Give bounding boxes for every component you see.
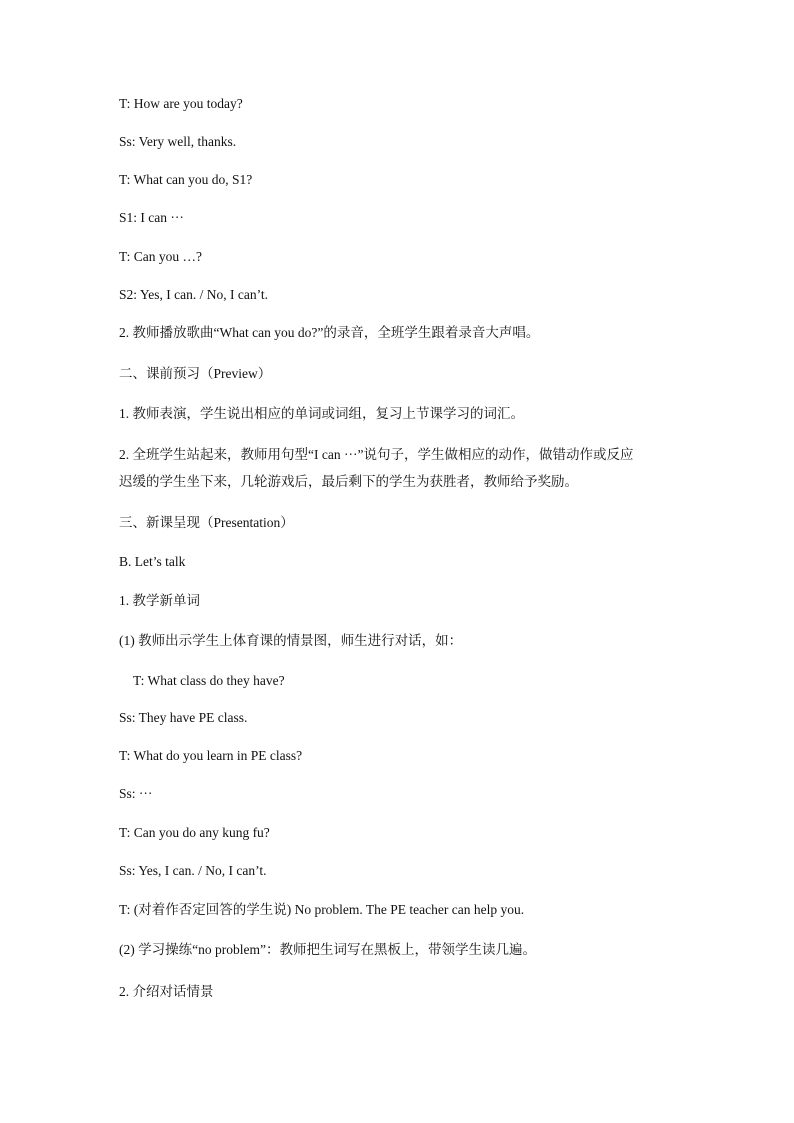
dialogue-line: T: What class do they have?: [133, 673, 285, 688]
subsection-heading: B. Let’s talk: [119, 554, 186, 569]
section-heading-preview: 二、课前预习（Preview）: [119, 366, 272, 381]
dialogue-line: S2: Yes, I can. / No, I can’t.: [119, 287, 268, 302]
step-paragraph: 1. 教师表演，学生说出相应的单词或词组，复习上节课学习的词汇。: [119, 406, 524, 421]
dialogue-line: Ss: ···: [119, 786, 153, 801]
step-paragraph: (2) 学习操练“no problem”：教师把生词写在黑板上，带领学生读几遍。: [119, 942, 536, 957]
step-heading: 2. 介绍对话情景: [119, 984, 214, 999]
step-paragraph-continued: 迟缓的学生坐下来，几轮游戏后，最后剩下的学生为获胜者，教师给予奖励。: [119, 474, 578, 489]
dialogue-line: Ss: They have PE class.: [119, 710, 248, 725]
dialogue-line: T: How are you today?: [119, 96, 243, 111]
step-heading: 1. 教学新单词: [119, 593, 200, 608]
step-paragraph: (1) 教师出示学生上体育课的情景图，师生进行对话，如：: [119, 633, 463, 648]
dialogue-line: Ss: Yes, I can. / No, I can’t.: [119, 863, 267, 878]
dialogue-line: T: What do you learn in PE class?: [119, 748, 303, 763]
section-heading-presentation: 三、新课呈现（Presentation）: [119, 515, 294, 530]
dialogue-line: S1: I can ···: [119, 210, 184, 225]
dialogue-line: T: What can you do, S1?: [119, 172, 253, 187]
dialogue-line: Ss: Very well, thanks.: [119, 134, 237, 149]
dialogue-line: T: Can you …?: [119, 249, 202, 264]
dialogue-line: T: (对着作否定回答的学生说) No problem. The PE teacher can help you.: [119, 902, 525, 917]
step-paragraph: 2. 教师播放歌曲“What can you do?”的录音，全班学生跟着录音大声唱。: [119, 325, 540, 340]
step-paragraph: 2. 全班学生站起来，教师用句型“I can ···”说句子，学生做相应的动作，做错动作或反应: [119, 447, 634, 462]
dialogue-line: T: Can you do any kung fu?: [119, 825, 270, 840]
